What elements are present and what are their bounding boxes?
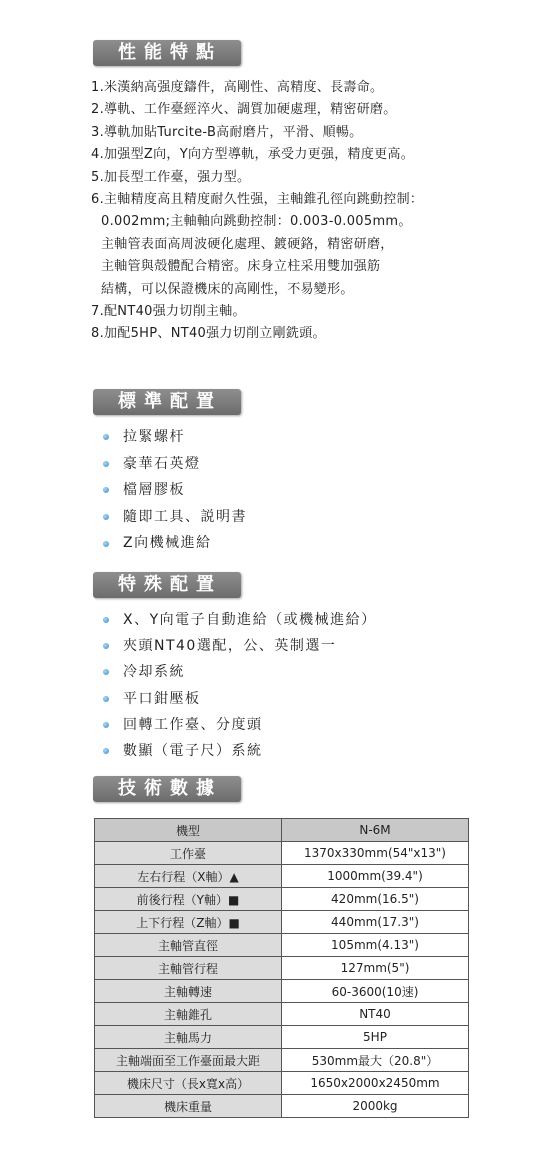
features-list (91, 77, 511, 346)
spec-value: 5HP (282, 1026, 469, 1049)
standard-config-list (103, 424, 503, 557)
spec-label: 主軸端面至工作臺面最大距 (95, 1049, 282, 1072)
feature-line: 8.加配5HP、NT40强力切削立剛銑頭。 (91, 326, 326, 342)
bullet-icon (103, 669, 109, 675)
list-item (103, 424, 503, 451)
list-item (103, 530, 503, 557)
table-row (95, 934, 469, 957)
feature-line: 7.配NT40强力切削主軸。 (91, 303, 246, 319)
list-item (103, 451, 503, 478)
list-item (103, 477, 503, 504)
bullet-icon (103, 722, 109, 728)
feature-line: 5.加長型工作臺，强力型。 (91, 169, 251, 185)
list-item-label: 拉緊螺杆 (123, 429, 185, 445)
list-item (103, 659, 503, 685)
header-cell: N-6M (282, 819, 469, 842)
list-item-label: 豪華石英燈 (123, 455, 201, 472)
list-item-label: 冷却系統 (123, 664, 185, 681)
list-item-label: X、Y向電子自動進給（或機械進給） (123, 612, 377, 628)
spec-value: 1370x330mm(54"x13") (282, 842, 469, 865)
table-row (95, 980, 469, 1003)
spec-label: 工作臺 (95, 842, 282, 865)
spec-value: 420mm(16.5") (282, 888, 469, 911)
feature-line: 3.導軌加貼Turcite-B高耐磨片，平滑、順暢。 (91, 124, 363, 140)
spec-label: 主軸錐孔 (95, 1003, 282, 1026)
spec-label: 主軸管行程 (95, 957, 282, 980)
spec-value: 1650x2000x2450mm (282, 1072, 469, 1095)
bullet-icon (103, 617, 109, 623)
list-item-label: 平口鉗壓板 (123, 690, 201, 707)
spec-label: 主軸轉速 (95, 980, 282, 1003)
features-section-header: 性能特點 (93, 40, 241, 66)
spec-value: 440mm(17.3") (282, 911, 469, 934)
table-row (95, 1026, 469, 1049)
spec-value: 105mm(4.13") (282, 934, 469, 957)
feature-line: 0.002mm;主軸軸向跳動控制：0.003-0.005mm。 (101, 214, 412, 230)
table-row (95, 911, 469, 934)
list-item (103, 633, 503, 659)
spec-value: 530mm最大（20.8"） (282, 1049, 469, 1072)
spec-label: 機床重量 (95, 1095, 282, 1118)
list-item-label: 隨即工具、説明書 (123, 508, 247, 525)
feature-line: 主軸管表面高周波硬化處理、鍍硬鉻，精密研磨， (101, 236, 394, 252)
list-item-label: 檔層膠板 (123, 482, 185, 499)
list-item-label: Z向機械進給 (123, 535, 212, 552)
list-item (103, 686, 503, 712)
table-row (95, 1095, 469, 1118)
spec-value: 2000kg (282, 1095, 469, 1118)
table-header-row (95, 819, 469, 842)
bullet-icon (103, 461, 109, 467)
feature-line: 主軸管與殻體配合精密。床身立柱采用雙加强筋 (101, 259, 381, 275)
spec-label: 主軸馬力 (95, 1026, 282, 1049)
feature-line: 1.米漢納高强度鑄件，高剛性、高精度、長壽命。 (91, 80, 384, 95)
spec-table (94, 818, 469, 1118)
table-row (95, 1049, 469, 1072)
tech-section-header: 技術數據 (93, 776, 241, 802)
table-row (95, 957, 469, 980)
table-row (95, 1003, 469, 1026)
list-item (103, 738, 503, 764)
table-row (95, 865, 469, 888)
bullet-icon (103, 643, 109, 649)
feature-line: 6.主軸精度高且精度耐久性强，主軸錐孔徑向跳動控制： (91, 191, 424, 207)
spec-label: 機床尺寸（長x寬x高） (95, 1072, 282, 1095)
list-item-label: 回轉工作臺、分度頭 (123, 716, 263, 733)
list-item-label: 夾頭NT40選配，公、英制選一 (123, 638, 337, 655)
list-item (103, 712, 503, 738)
list-item-label: 數顯（電子尺）系統 (123, 742, 263, 759)
list-item (103, 607, 503, 633)
special-config-list (103, 607, 503, 764)
bullet-icon (103, 514, 109, 520)
list-item (103, 504, 503, 531)
spec-value: 60-3600(10速) (282, 980, 469, 1003)
feature-line: 結構，可以保證機床的高剛性，不易變形。 (101, 281, 354, 297)
spec-label: 左右行程（X軸）▲ (95, 865, 282, 888)
spec-value: 127mm(5") (282, 957, 469, 980)
bullet-icon (103, 541, 109, 547)
standard-section-header: 標準配置 (93, 389, 241, 415)
spec-label: 主軸管直徑 (95, 934, 282, 957)
spec-label: 前後行程（Y軸）■ (95, 888, 282, 911)
header-cell: 機型 (95, 819, 282, 842)
spec-value: 1000mm(39.4") (282, 865, 469, 888)
table-row (95, 842, 469, 865)
table-row (95, 888, 469, 911)
bullet-icon (103, 434, 109, 440)
table-row (95, 1072, 469, 1095)
feature-line: 4.加强型Z向，Y向方型導軌，承受力更强，精度更高。 (91, 147, 415, 163)
bullet-icon (103, 748, 109, 754)
feature-line: 2.導軌、工作臺經淬火、調質加硬處理，精密研磨。 (91, 102, 397, 118)
special-section-header: 特殊配置 (93, 572, 241, 598)
spec-value: NT40 (282, 1003, 469, 1026)
spec-label: 上下行程（Z軸）■ (95, 911, 282, 934)
bullet-icon (103, 696, 109, 702)
bullet-icon (103, 487, 109, 493)
